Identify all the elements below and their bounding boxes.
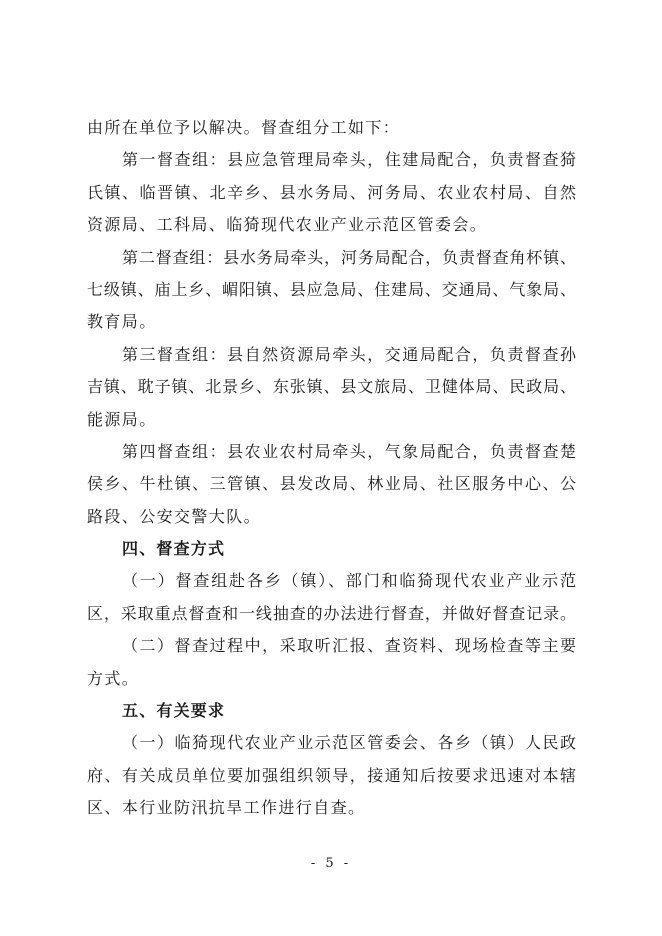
text-line: 侯乡、牛杜镇、三管镇、县发改局、林业局、社区服务中心、公 <box>87 474 576 494</box>
text-line: （二）督查过程中，采取听汇报、查资料、现场检查等主要 <box>122 636 576 656</box>
text-line: 区、本行业防汛抗旱工作进行自查。 <box>87 798 366 818</box>
text-line: 氏镇、临晋镇、北辛乡、县水务局、河务局、农业农村局、自然 <box>87 182 576 202</box>
page-number: - 5 - <box>310 856 352 871</box>
text-line: 第三督查组：县自然资源局牵头，交通局配合，负责督查孙 <box>122 344 576 364</box>
section-heading: 五、有关要求 <box>122 701 226 721</box>
text-line: 府、有关成员单位要加强组织领导，接通知后按要求迅速对本辖 <box>87 765 576 785</box>
text-line: 第一督查组：县应急管理局牵头，住建局配合，负责督查猗 <box>122 150 576 170</box>
text-line: 第四督查组：县农业农村局牵头，气象局配合，负责督查楚 <box>122 441 576 461</box>
text-line: 方式。 <box>87 668 140 688</box>
text-line: 资源局、工科局、临猗现代农业产业示范区管委会。 <box>87 215 488 235</box>
text-line: 由所在单位予以解决。督查组分工如下： <box>87 118 401 137</box>
text-line: 七级镇、庙上乡、嵋阳镇、县应急局、住建局、交通局、气象局、 <box>87 279 576 299</box>
section-heading: 四、督查方式 <box>122 539 226 559</box>
text-line: 路段、公安交警大队。 <box>87 506 262 526</box>
text-line: （一）临猗现代农业产业示范区管委会、各乡（镇）人民政 <box>122 733 576 753</box>
text-line: 吉镇、耽子镇、北景乡、东张镇、县文旅局、卫健体局、民政局、 <box>87 377 576 397</box>
text-line: 第二督查组：县水务局牵头，河务局配合，负责督查角杯镇、 <box>122 247 576 267</box>
text-line: 能源局。 <box>87 409 157 429</box>
document-body <box>87 112 576 825</box>
text-line: （一）督查组赴各乡（镇）、部门和临猗现代农业产业示范 <box>122 571 576 591</box>
text-line: 教育局。 <box>87 312 157 332</box>
text-line: 区，采取重点督查和一线抽查的办法进行督查，并做好督查记录。 <box>87 603 576 623</box>
